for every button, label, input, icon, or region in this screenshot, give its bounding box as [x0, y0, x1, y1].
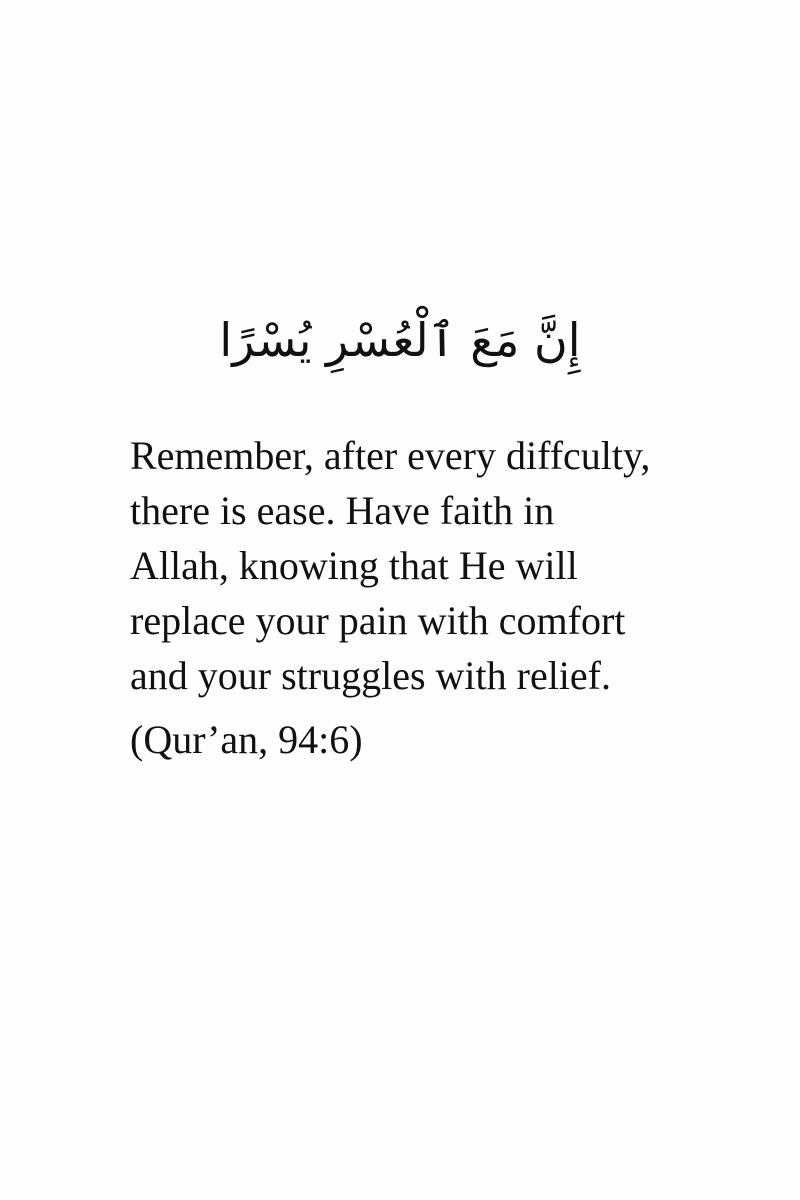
arabic-verse: إِنَّ مَعَ ٱلْعُسْرِ يُسْرًا	[219, 313, 581, 367]
quote-text: Remember, after every diffculty, there is ease. Have faith in Allah, knowing that He will replace your pain with comfort and your struggles with relief.	[130, 433, 651, 698]
verse-citation: (Qur’an, 94:6)	[130, 717, 363, 762]
